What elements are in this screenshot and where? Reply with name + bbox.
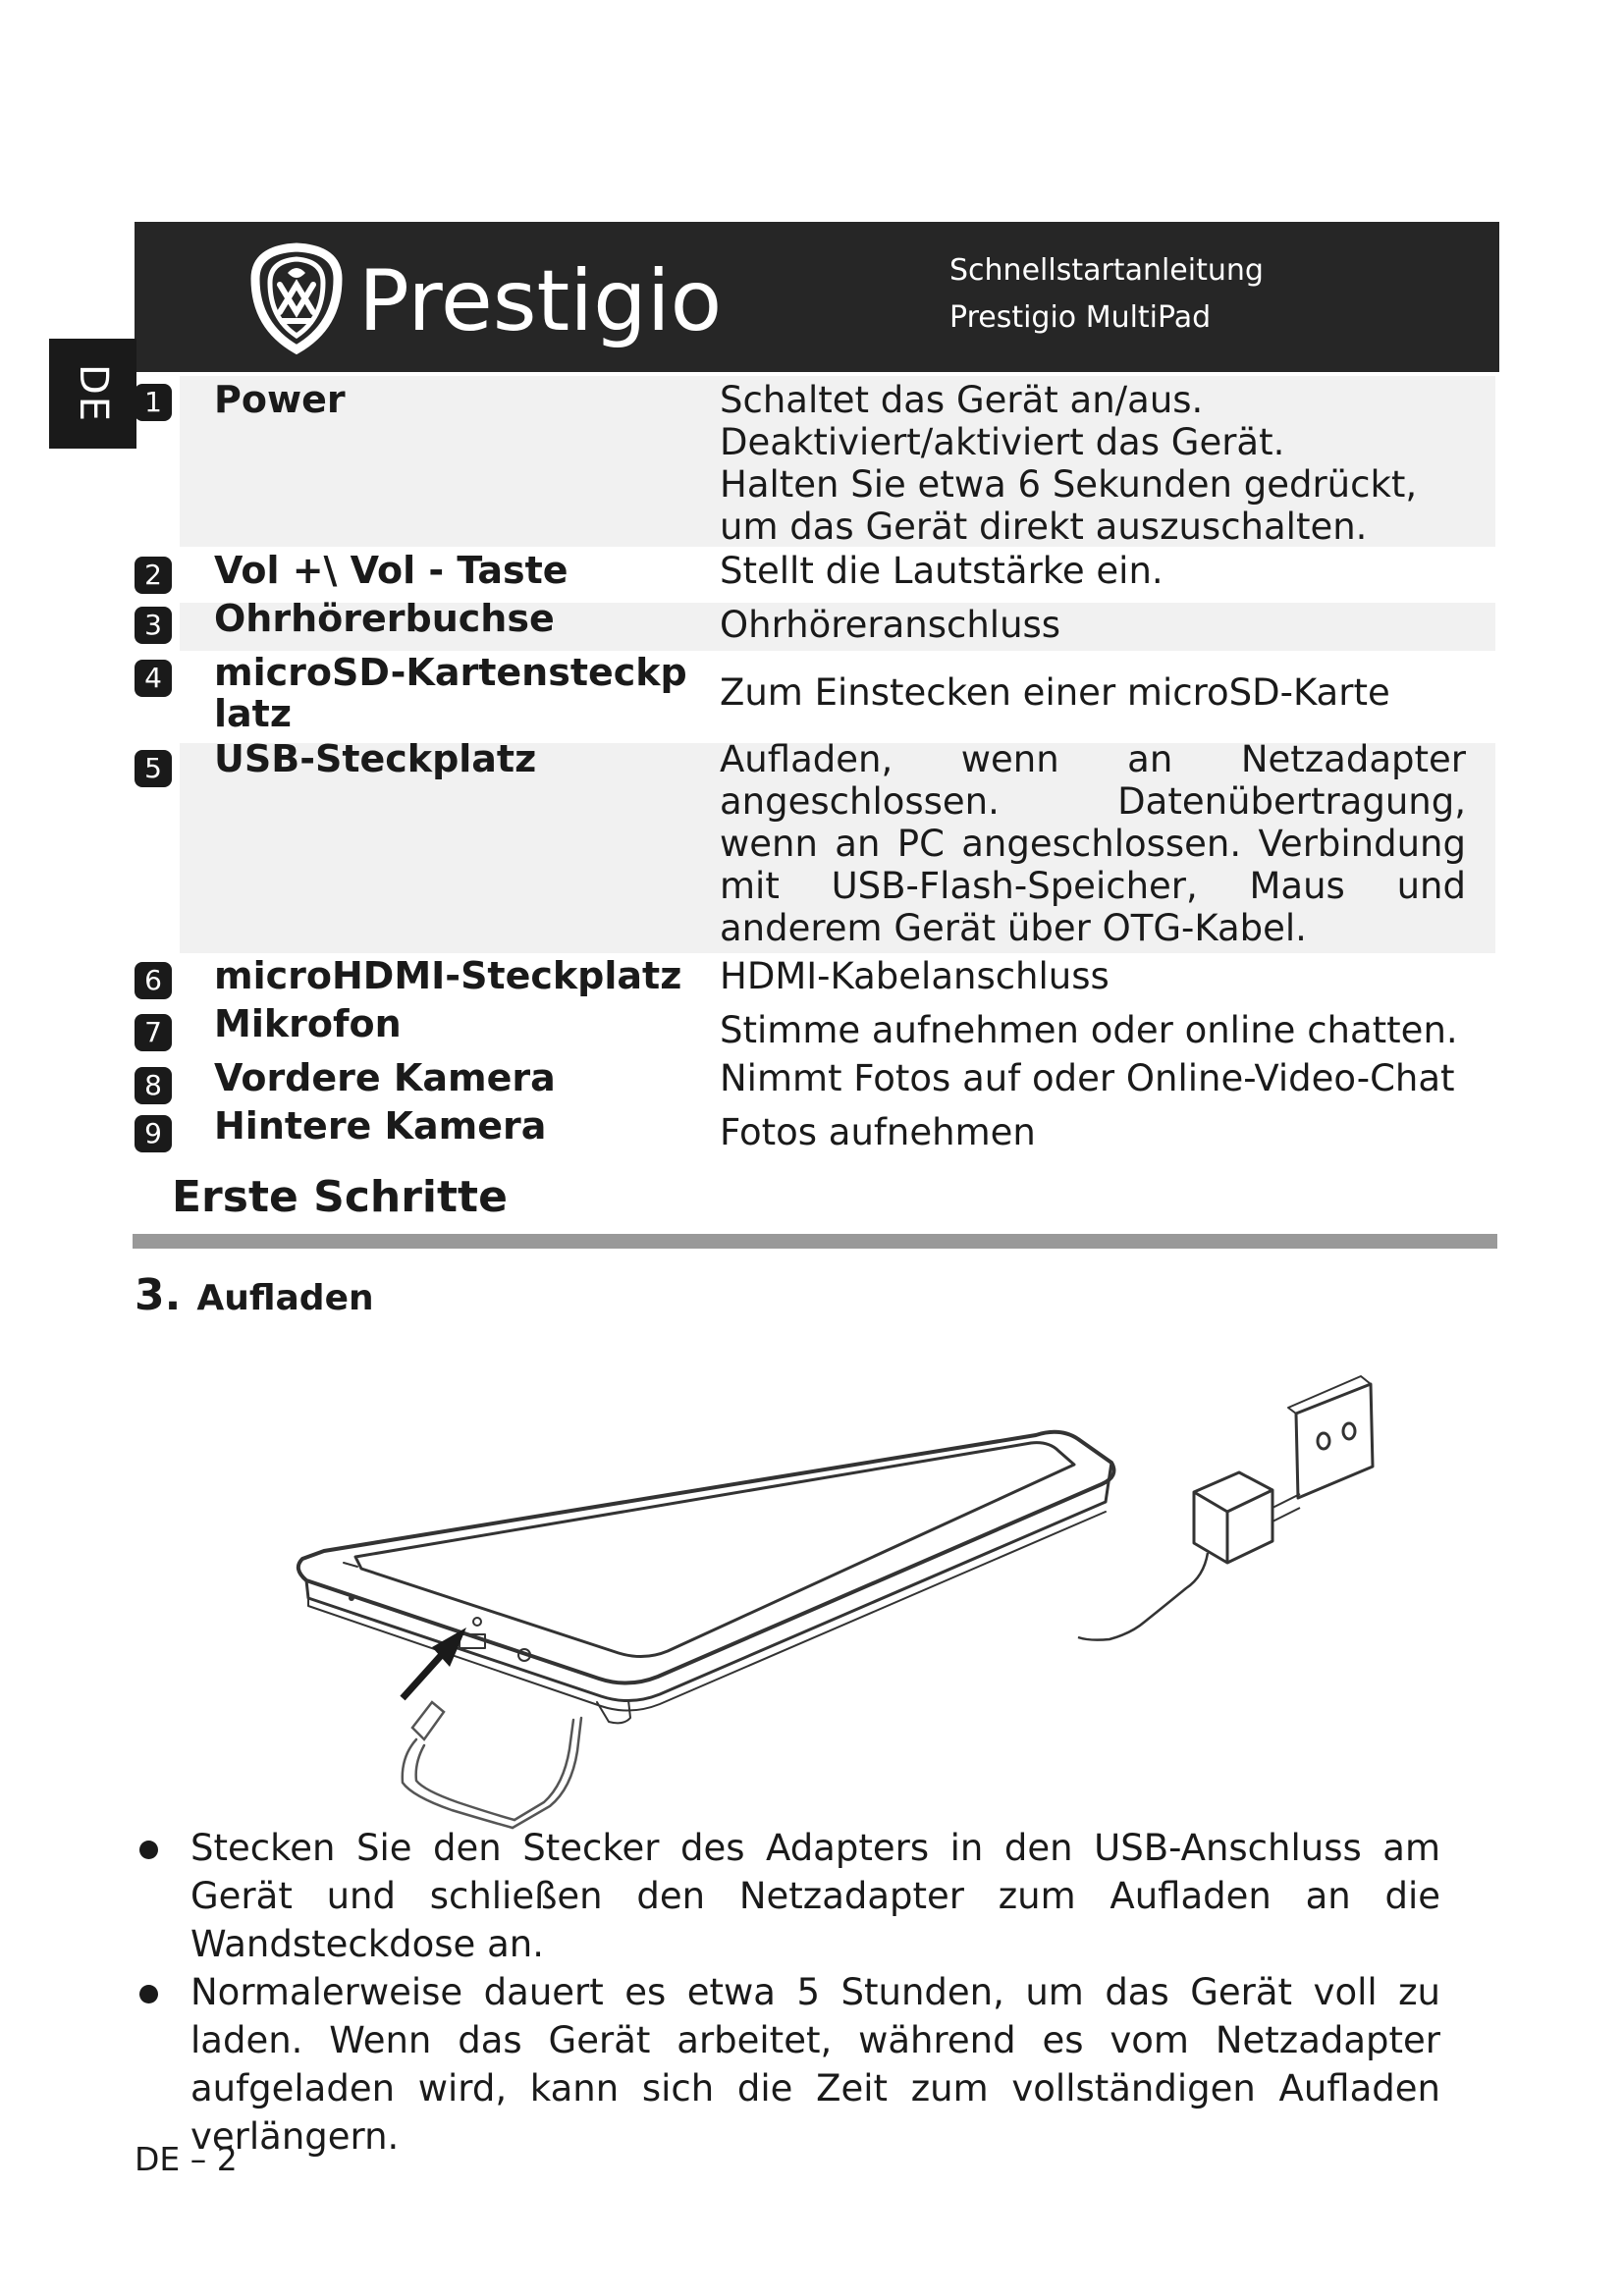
bullet-text: Normalerweise dauert es etwa 5 Stunden, um das Gerät voll zu laden. Wenn das Gerät arbeitet, während es vom Netzadapter aufgeladen wird, kann sich die Zeit zum vollständigen Aufladen verlängern. (190, 1971, 1440, 2158)
component-name: Vordere Kamera (214, 1056, 556, 1099)
arrow-icon (403, 1628, 466, 1698)
component-description: Nimmt Fotos auf oder Online-Video-Chat (720, 1057, 1455, 1099)
bullet-item (135, 1968, 1440, 2161)
shield-crown-icon (255, 247, 338, 349)
language-tab (49, 339, 136, 449)
number-badge: 3 (135, 607, 172, 644)
power-adapter-icon (1078, 1376, 1373, 1640)
subsection-number: 3. (135, 1270, 182, 1320)
component-name: Ohrhörerbuchse (214, 597, 555, 640)
language-label: DE (70, 363, 116, 424)
component-name: microSD-Kartensteckplatz (214, 651, 687, 735)
component-name: Vol +\ Vol - Taste (214, 549, 568, 592)
description-line: Schaltet das Gerät an/aus. (720, 379, 1204, 421)
bullet-icon (139, 1841, 158, 1859)
component-description: Fotos aufnehmen (720, 1111, 1036, 1153)
component-description: Aufladen, wenn an Netzadapter angeschlossen. Datenübertragung, wenn an PC angeschlossen. Verbindung mit USB-Flash-Speicher, Maus und anderem Gerät über OTG-Kabel. (720, 738, 1466, 949)
bullet-item (135, 1824, 1440, 1968)
component-name: microHDMI-Steckplatz (214, 954, 682, 997)
number-badge: 9 (135, 1115, 172, 1152)
bullet-icon (139, 1985, 158, 2003)
number-badge: 7 (135, 1014, 172, 1051)
number-badge: 8 (135, 1067, 172, 1104)
charging-illustration (285, 1335, 1404, 1845)
component-description: HDMI-Kabelanschluss (720, 955, 1110, 997)
number-badge: 4 (135, 660, 172, 697)
subsection-heading (135, 1270, 374, 1320)
number-badge: 1 (135, 384, 172, 421)
component-description: Ohrhöreranschluss (720, 604, 1061, 646)
guide-title: Schnellstartanleitung (949, 253, 1264, 288)
usb-cable-icon (403, 1702, 581, 1828)
brand-name: Prestigio (358, 252, 723, 350)
header-text (949, 247, 1264, 342)
bullet-text: Stecken Sie den Stecker des Adapters in den USB-Anschluss am Gerät und schließen den Netzadapter zum Aufladen an die Wandsteckdose an. (190, 1827, 1440, 1965)
prestigio-logo (241, 240, 751, 357)
subsection-title: Aufladen (196, 1278, 374, 1318)
component-description (720, 379, 1466, 548)
component-description: Stellt die Lautstärke ein. (720, 550, 1164, 592)
product-name: Prestigio MultiPad (949, 300, 1212, 335)
header-bar (135, 222, 1499, 372)
component-name: Power (214, 378, 346, 421)
component-name: Mikrofon (214, 1002, 402, 1045)
number-badge: 5 (135, 750, 172, 787)
description-line: Halten Sie etwa 6 Sekunden gedrückt, (720, 463, 1418, 506)
component-description: Zum Einstecken einer microSD-Karte (720, 671, 1390, 714)
description-line: Deaktiviert/aktiviert das Gerät. (720, 421, 1285, 463)
number-badge: 6 (135, 962, 172, 999)
section-divider (133, 1234, 1497, 1249)
page-number: DE – 2 (135, 2140, 238, 2178)
section-title: Erste Schritte (172, 1172, 508, 1222)
number-badge: 2 (135, 557, 172, 594)
description-line: um das Gerät direkt auszuschalten. (720, 506, 1368, 548)
component-name: Hintere Kamera (214, 1104, 547, 1148)
component-description: Stimme aufnehmen oder online chatten. (720, 1009, 1458, 1051)
component-name: USB-Steckplatz (214, 737, 537, 780)
